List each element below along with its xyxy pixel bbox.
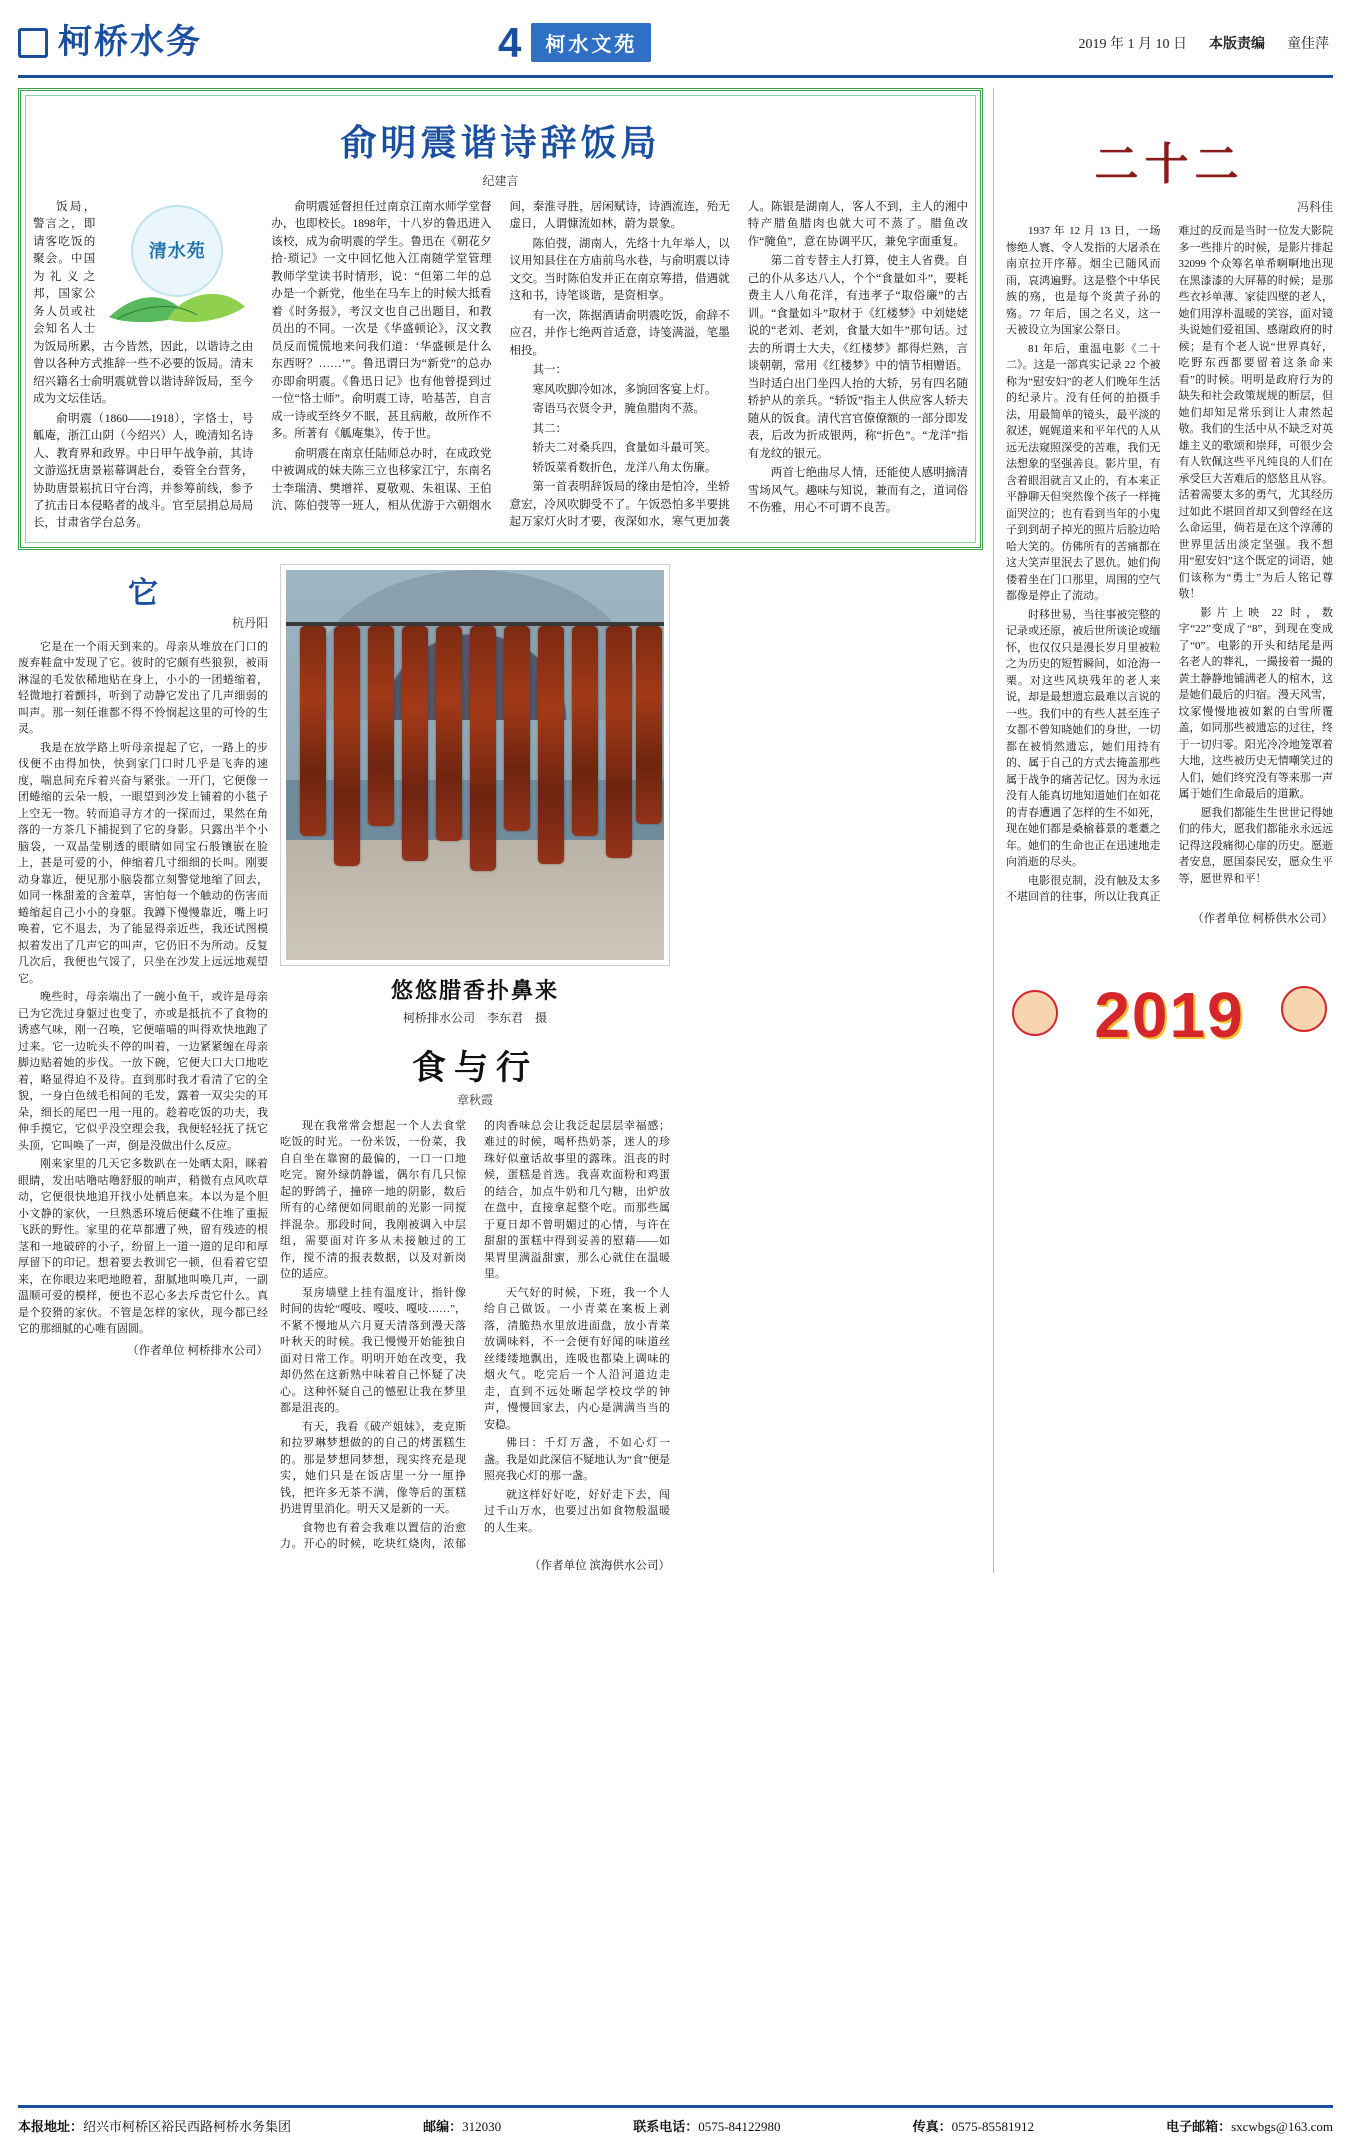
footer-address [18, 2116, 291, 2135]
feature-byline: 纪建言 [482, 174, 519, 188]
paragraph: 其一： [532, 364, 567, 377]
paragraph: 食物也有着会我难以置信的治愈力。开心的时候，吃块红烧肉，浓郁的肉香味总会让我泛起层层幸福感；难过的时候，喝杯热奶茶，迷人的珍珠好似童话故事里的露珠。沮丧的时候，蛋糕是首选。我喜欢面粉和鸡蛋的结合，加点牛奶和几勺糖，出炉放在盘中，直接拿起整个吃。而那些属于夏日却不曾明媚过的心情，与许在甜甜的蛋糕中得到妥善的慰藉——如果胃里满溢甜蜜，那么心就住在温暖里。 [280, 1119, 670, 1551]
right-article-byline: 冯科佳 [1296, 200, 1333, 214]
section-badge: 柯水文苑 [531, 23, 651, 62]
cured-meat [606, 626, 632, 858]
paragraph: 81 年后，重温电影《二十二》。这是一部真实记录 22 个被称为“慰安妇”的老人们晚年生活的纪录片。没有任何的拍摄手法，用最简单的镜头，最平淡的叙述，娓娓道来和平年代的人从远无法窥照深受的苦难，我们无法想象的坚强善良。影片里，有含着眼泪就言又止的，有本来正平静聊天但突然像个孩子一样掩面哭泣的；也有看到当年的小鬼子到到胡子掉光的照片后脸边哈哈大笑的。仿佛所有的苦痛都在这大笑声里泯去了恩仇。她们佝偻着坐在门口那里，周围的空气都像是停止了流动。 [1006, 342, 1161, 602]
feature-body [33, 199, 968, 533]
cured-meat [572, 626, 598, 836]
essay-food-author-note: （作者单位 滨海供水公司） [529, 1559, 670, 1572]
paragraph: 第二首专替主人打算，使主人省费。自己的仆从多达八人，个个“食量如斗”，要耗费主人八角花洋，有违孝子“取俗廉”的古训。“食量如斗”取材于《红楼梦》中刘姥姥说的“老刘、老刘，食量大如牛”那句话。过去的所谓士大夫，《红楼梦》都得烂熟，言谈朝朝，常用《红楼梦》中的情节相赠语。当时适白出门坐四人抬的大轿，另有四名随轿护从的亲兵。“轿饭”指主人供应客人轿夫随从的饭食。清代宫官僚僚额的一部分即发表，后改为折成银两，称“折色”。“龙洋”指有龙纹的银元。 [747, 255, 968, 460]
essay-food-byline: 章秋霞 [456, 1092, 493, 1107]
right-article-body [1006, 223, 1333, 906]
photo-credit [280, 1009, 670, 1026]
essay-it-title: 它 [128, 576, 158, 610]
paragraph: 刚来家里的几天它多数趴在一处晒太阳，眯着眼睛，发出咕噜咕噜舒服的响声，稍微有点风吹草动，它便很快地追开找小处栖息来。本以为是个胆小文静的家伙，一旦熟悉环境后便藏不住堆了重振飞跃的野性。家里的花草都遭了殃，留有残迹的根茎和一地破碎的小子，纷留上一道一道的足印和厚厚留下的印记。想着要去教训它一顿，但看着它望来，在你眼边来吧地瞪着，甜腻地叫唤几声，一副温顺可爱的模样，便也不忍心多去斥责它什么。真是个狡猾的家伙。不管是怎样的家伙，现今都已经它的那细腻的心唯有固圆。 [18, 1158, 268, 1336]
newspaper-page [0, 10, 1351, 2149]
footer-phone-value: 0575-84122980 [698, 2119, 781, 2134]
paragraph: 陈伯弢，湖南人，先络十九年举人，以议用知县住在方庙前鸟水巷，与俞明震以诗文交。当时陈伯发并正在南京筹措，借遇就这和书，诗笔谈谐，是资相享。 [509, 237, 730, 303]
cured-meat [436, 626, 462, 841]
issue-date: 2019 年 1 月 10 日 [1078, 36, 1187, 52]
essay-it [18, 564, 268, 1573]
essay-food-title: 食与行 [412, 1049, 538, 1087]
paragraph: 现在我常常会想起一个人去食堂吃饭的时光。一份米饭，一份菜，我自自坐在靠窗的最偏的，一口一口地吃完。窗外绿荫静谧，偶尔有几只惊起的野鸽子，撞碎一地的阴影，数后所有的心绪便如同眼前的光影一同搅拌混杂。那段时间，我刚被调入中层组，需要面对许多从未接触过的工作，搅不清的报表数据，以及对新岗位的适应。 [280, 1119, 466, 1281]
photo-image [286, 570, 664, 960]
paragraph: 俞明震在南京任陆师总办时，在成政党中被调成的妹夫陈三立也移家江宁，东南名士李瑞清、樊增祥、夏敬观、朱祖谋、王伯沆、陈伯弢等一班人，相从优游于六朝烟水间，秦淮寻胜，居闲赋诗，诗酒流连，殆无虚日，人谓慷流如林，蔚为景象。 [271, 201, 730, 512]
paragraph: 就这样好好吃，好好走下去，闯过千山万水，也要过出如食物般温暖的人生来。 [484, 1488, 670, 1534]
paragraph: 寒风吹脚冷如冰，多饷回客宴上灯。 [532, 383, 717, 396]
cured-meat [470, 626, 496, 871]
footer-phone-label: 联系电话： [633, 2119, 699, 2134]
cured-meat [504, 626, 530, 831]
essay-food-body [280, 1118, 670, 1553]
paragraph: 电影很克制，没有触及太多不堪回首的往事，所以让我真正难过的反而是当时一位发大影院多一些排片的时候，是影片排起 32099 个众筹名单希啊啊地出现在黑漆漆的大屏幕的时候；是那些衣衫单薄、家徒四壁的老人，她们用淳朴温暖的笑容，面对镜头说她们爱祖国、感谢政府的时候；是有个老人说“世界真好，吃野东西都要留着这条命来看”的时候。明明是政府行为的缺失和社会政策规规的断层，但她们却知足常乐到让人肃然起敬。我们的生活中从不缺乏对英雄主义的歌颂和崇拜，可很少会有人钦佩这些平凡纯良的人们在承受巨大苦难后的悠悠且从容。活着需要太多的勇气，尤其经历过如此不堪回首却又到曾经在这么命运里，倘若是在这个淳薄的世界里活出淡定坚强。我不想用“慰安妇”这个既定的词语，她们该称为“勇士”为后人铭记尊敬！ [1006, 225, 1333, 903]
publication-name: 柯桥水务 [58, 23, 202, 61]
cured-meat [538, 626, 564, 864]
paragraph: 晚些时，母亲端出了一碗小鱼干，或许是母亲已为它洗过身躯过也变了，亦或是抵抗不了食物的诱惑气味，刚一召唤，它便喵喵的叫得欢快地跑了过来。它一边吮头不停的叫着，一边紧紧缠在母亲脚边贴着她的步伐。一放下碗，它便大口大口地吃着，略显得迫不及待。直到那时我才看清了它的全貌，一身白色绒毛相间的毛发，露着一双尖尖的耳朵，细长的尾巴一甩一甩的。趁着吃饭的功夫，我伸手摸它，它似乎没空理会我，我便轻轻抚了抚它头顶，它叫唤了一声，倒是没做出什么反应。 [18, 991, 268, 1152]
feature-article [18, 88, 983, 550]
seal-text: 清水苑 [148, 240, 206, 261]
right-column [993, 88, 1333, 1573]
footer [18, 2105, 1333, 2135]
footer-email-label: 电子邮箱： [1166, 2119, 1232, 2134]
paragraph: 愿我们都能生生世世记得她们的伟大，愿我们都能永永远远记得这段痛彻心扉的历史。愿逝者安息，愿国泰民安，愿众生平等，愿世界和平！ [1178, 806, 1333, 885]
paragraph: 第一首表明辞饭局的缘由是怕冷，坐轿意宏，冷风吹脚受不了。午饭恐怕多半要挑起万家灯火时才要，夜深如水，寒气更加袭人。陈银是湖南人，客人不到，主人的湘中特产腊鱼腊肉也就大可不蒸了。腊鱼改作“腌鱼”，意在协调平仄，兼免字面重复。 [509, 201, 968, 528]
footer-fax-label: 传真： [912, 2119, 952, 2134]
main-column [18, 88, 983, 1573]
seal-graphic [103, 203, 253, 323]
paragraph: 俞明震（1860——1918），字恪士，号觚庵，浙江山阴（今绍兴）人，晚清知名诗人、教育界和政界。中日甲午战争前，其诗文游巡抚唐景崧幕调赴台，委管全台营务，协助唐景崧抗日守台湾，并参筹前线，参予了抗击日本侵略者的战斗。官至层捐总局局长，甘肃省学台总务。 [33, 412, 254, 530]
right-article-title: 二十二 [1094, 140, 1245, 189]
middle-section [18, 564, 983, 1573]
paragraph: 两首七绝曲尽人情，还能使人感明摘清雪场风气。趣味与知说，兼而有之，道词俗不伤雅，用心不可谓不良苦。 [747, 467, 968, 514]
footer-address-label: 本报地址： [18, 2119, 84, 2134]
paragraph: 饭局，警言之，即请客吃饭的聚会。中国为礼义之邦，国家公务人员或社会知名人士为饭局所累，古今皆然，因此，以谐诗之由曾以各种方式推辞一些不必要的饭局。清末绍兴籍名士俞明震就曾以谐诗辞饭局，至今成为文坛佳话。 [33, 201, 254, 406]
cured-meat [368, 626, 394, 826]
paragraph: 我是在放学路上听母亲提起了它，一路上的步伐便不由得加快，快到家门口时几乎是飞奔的速度，喘息间充斥着兴奋与紧张。一开门，它便像一团蜷缩的云朵一般，一眼望到沙发上铺着的小毯子上空无一物。转而追寻方才的一探而过，果然在角落的一方茶几下捕捉到了它的身影。只露出半个小脑袋，一双晶莹剔透的眼睛如同宝石般镶嵌在脸上，甚是可爱的小，伸缩着几寸细细的长叫。刚要动身靠近，便见那小脑袋都立刻警觉地缩了回去，如同一株甜羞的含羞草，害怕每一个触动的伤害而蜷缩起自己小小的身躯。我蹲下慢慢靠近，嘴上叼唤着，它不退去，为了能显得亲近些，我还试图模拟着发出了几声它的叫声，它仍旧不为所动。反复几次后，我便也气馁了，只坐在沙发上远远地观望它。 [18, 741, 268, 985]
masthead [18, 10, 1333, 78]
paragraph: 时移世易，当往事被完整的记录或还原，被后世所谈论或缅怀，也仅仅只是漫长岁月里被粒之为历史的短暂瞬间，如沧海一栗。对这些风块残年的老人来说，却是最想遗忘最难以言说的一些。我们中的有些人甚至连子女都不曾知晓她们的身世，一切都在被悄然遗忘，她们用持有的、属于自己的方式去掩盖那些属于战争的痛苦记忆。因为永远没有人能真切地知道她们在如花的青春遭遇了怎样的生不如死，现在她们都是桑榆暮景的耄耋之年。她们的生命也正在迅速地走向消逝的尽头。 [1006, 608, 1161, 868]
right-article-author-note: （作者单位 柯桥供水公司） [1192, 912, 1333, 925]
footer-email[interactable] [1166, 2116, 1333, 2135]
photo-credit-role: 摄 [535, 1010, 548, 1025]
footer-zip-value: 312030 [462, 2119, 502, 2134]
page-body [18, 88, 1333, 1573]
essay-it-author-note: （作者单位 柯桥排水公司） [127, 1344, 268, 1357]
paragraph: 天气好的时候，下班，我一个人给自己做饭。一小青菜在案板上剥落，清脆热水里放进面盘，放小青菜放调味料，不一会便有好闻的味道丝丝缕缕地飘出，连吸也都染上调味的烟火气。吃完后一个人沿河道边走走，直到不远处晰起学校坟学的钟声，慢慢回家去，内心是满满当当的安稳。 [484, 1286, 670, 1431]
paragraph: 俞明震延督担任过南京江南水师学堂督办，也即校长。1898年，十八岁的鲁迅进入该校，成为俞明震的学生。鲁迅在《朝花夕拾·琐记》一文中回忆他入江南随学堂管理教师学堂读书时情形，说：“但第二年的总办是一个新党，他坐在马车上的时候大抵看着《时务报》，考汉文也自己出题目，和教员出的不同。一次是《华盛顿论》，汉文教员反而慌慌地来问我们道：‘华盛顿是什么东西呀？……’”。鲁迅谓曰为“新党”的总办亦即俞明震。《鲁迅日记》也有他曾提到过一位“恪士师”。俞明震工诗，哈基苦，自言成一诗或至终夕不眠，甚且病敝，故所作不多。所著有《觚庵集》，传于世。 [271, 201, 492, 441]
leaf-icon [107, 281, 247, 323]
child-figure-icon [1281, 986, 1327, 1032]
footer-address-value: 绍兴市柯桥区裕民西路柯桥水务集团 [83, 2119, 292, 2134]
photo-box [280, 564, 670, 966]
editor-label: 本版责编 [1209, 36, 1265, 52]
cured-meat [334, 626, 360, 866]
paragraph: 1937 年 12 月 13 日，一场惨绝人寰、令人发指的大屠杀在南京拉开序幕。烟尘已随风而雨，哀鸿遍野。这是整个中华民族的殇，也是每个炎黄子孙的殇。77 年后，国之名义，这一天被设立为国家公祭日。 [1006, 225, 1161, 336]
feature-title: 俞明震谐诗辞饭局 [340, 123, 661, 163]
footer-email-value[interactable]: sxcwbgs@163.com [1231, 2119, 1333, 2134]
cured-meat [402, 626, 428, 861]
paragraph: 其二： [532, 422, 567, 435]
paragraph: 它是在一个雨天到来的。母亲从堆放在门口的废弃鞋盒中发现了它。彼时的它颇有些狼狈，被雨淋湿的毛发依稀地贴在身上，小小的一团蜷缩着，轻微地打着颤抖，听到了动静它发出了几声细弱的叫声。那一刻任谁都不得不怜悯起这里的可怜的生灵。 [18, 640, 268, 736]
mid-right-spacer [682, 564, 982, 1573]
masthead-meta [1079, 33, 1334, 53]
publication-logo [18, 23, 208, 61]
paragraph: 有天，我看《破产姐妹》，麦克斯和拉罗琳梦想做的的自己的烤蛋糕生的。那是梦想同梦想，现实终充是现实，她们只是在饭店里一分一厘挣钱，把许多无茶不满，像等后的蛋糕扔进胃里消化。明天又是新的一天。 [280, 1420, 466, 1516]
paragraph: 轿饭菜肴数折色，龙洋八角太伤廉。 [532, 461, 717, 474]
page-number: 4 [498, 18, 522, 66]
essay-it-byline: 杭丹阳 [231, 615, 268, 630]
paragraph: 寄语马衣贤令尹，腌鱼腊肉不蒸。 [532, 403, 705, 416]
new-year-text: 2019 [1094, 978, 1245, 1051]
paragraph: 影片上映 22 时，数字“22”变成了“8”，到现在变成了“0”。电影的开头和结尾是两名老人的葬礼，一撮接着一撮的黄土静静地铺满老人的棺木，这是她们最后的归宿。漫天风雪，坟冢慢慢地被如絮的白雪所覆盖，如同那些被遗忘的过往，终于一切归零。阳光冷冷地笼罩着大地，这些被历史无情嘲笑过的人们，她们终究没有等来那一声属于她们生命最后的道歉。 [1178, 606, 1333, 800]
cured-meat [636, 626, 662, 824]
cured-meat [300, 626, 326, 836]
paragraph: 泵房墙壁上挂有温度计，指针像时间的齿轮“嘎吱、嘎吱、嘎吱……”，不紧不慢地从六月夏天清落到漫天落叶秋天的时候。我已慢慢开始能独自面对日常工作。明明开始在改变，我却仍然在这新熟中味着自己怀疑了决心。这种怀疑自己的憾慰让我在梦里都是沮丧的。 [280, 1286, 466, 1415]
paragraph: 轿夫二对桑兵四，食量如斗最可笑。 [532, 442, 717, 455]
logo-mark-icon [18, 28, 48, 58]
paragraph: 佛曰：千灯万盏，不如心灯一盏。我是如此深信不疑地认为“食”便是照亮我心灯的那一盏。 [484, 1437, 670, 1483]
paragraph: 有一次，陈据酒请俞明震吃饭，俞辞不应召，并作七绝两首适意，诗笺满溢，笔墨相投。 [509, 309, 730, 357]
photo-credit-name: 李东君 [486, 1010, 523, 1025]
photo-caption: 悠悠腊香扑鼻来 [390, 977, 559, 1003]
photo-and-essay [280, 564, 670, 1573]
footer-phone [633, 2116, 780, 2135]
child-figure-icon [1012, 990, 1058, 1036]
footer-fax [913, 2116, 1034, 2135]
new-year-graphic [1006, 940, 1333, 1090]
essay-it-body [18, 639, 268, 1338]
footer-zip [423, 2116, 501, 2135]
footer-zip-label: 邮编： [423, 2119, 463, 2134]
editor-name: 童佳萍 [1287, 36, 1329, 52]
footer-fax-value: 0575-85581912 [951, 2119, 1034, 2134]
photo-credit-unit: 柯桥排水公司 [402, 1010, 475, 1025]
